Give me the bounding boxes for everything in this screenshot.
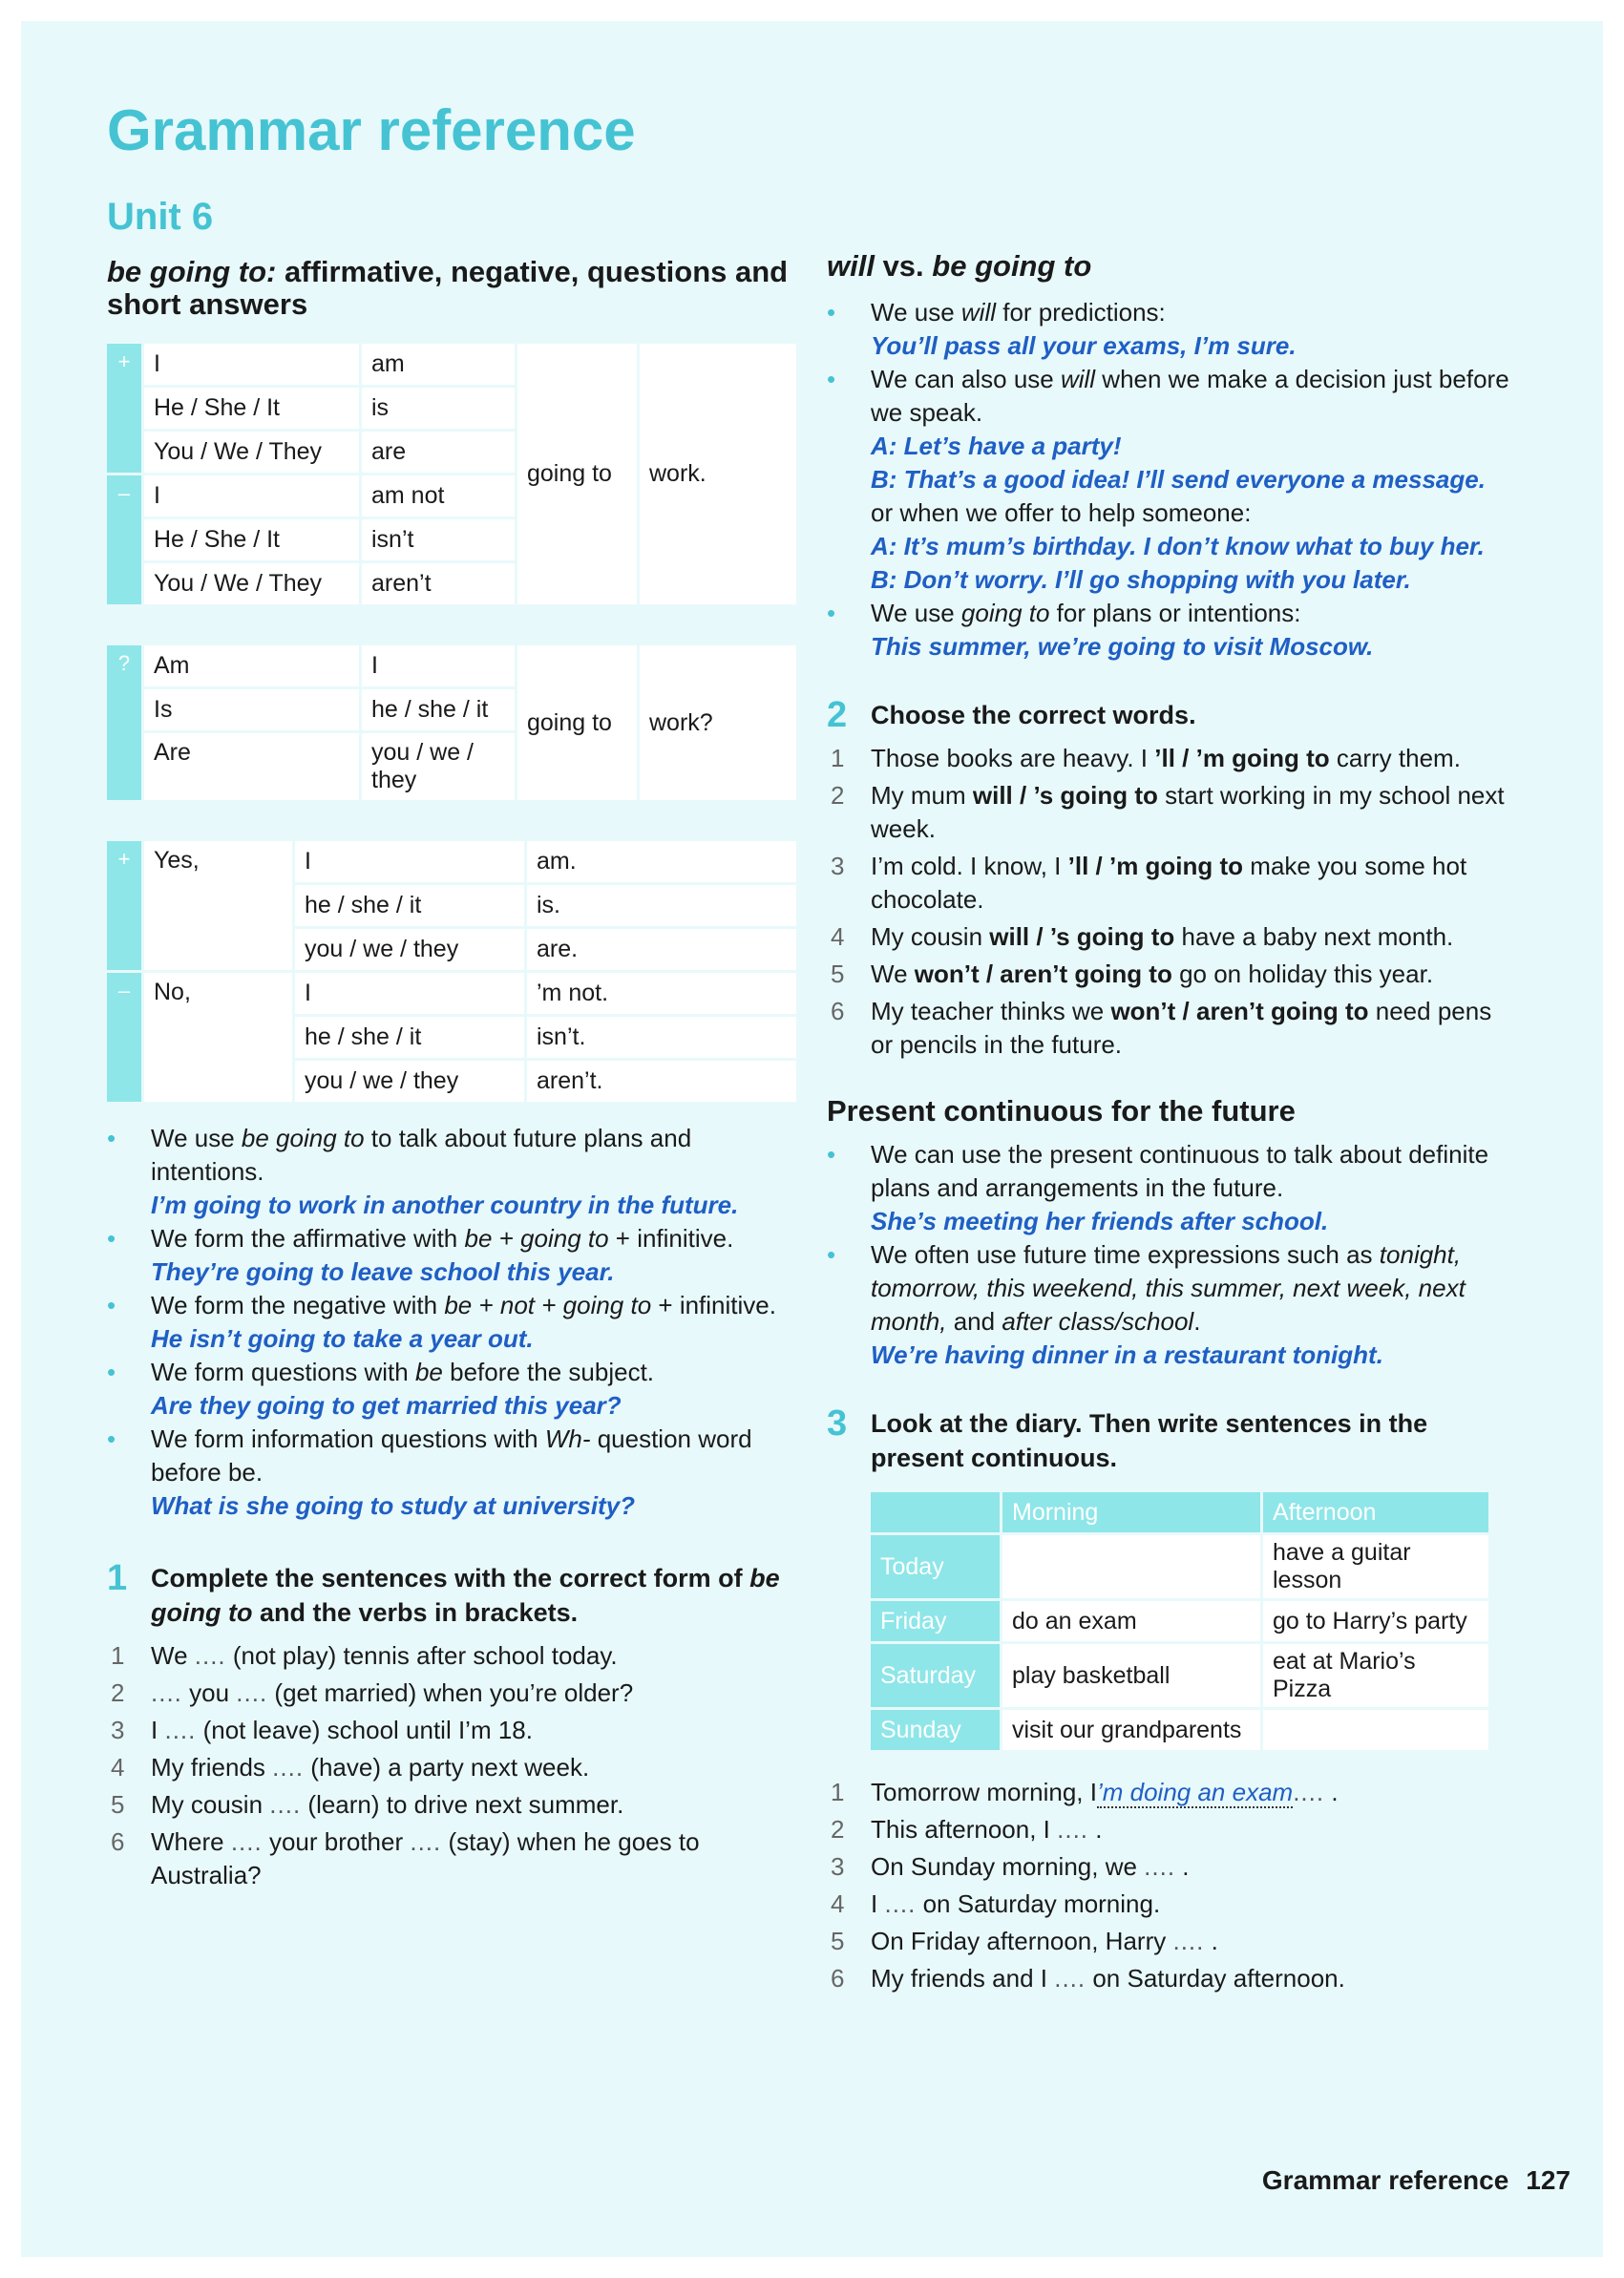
table-cell: ’m not. — [527, 973, 799, 1017]
table-cell: am. — [527, 841, 799, 885]
diary-day: Saturday — [871, 1644, 1002, 1710]
exercise-item[interactable]: 6 My friends and I .... on Saturday afternoon. — [831, 1964, 1345, 1993]
table-cell: work? — [640, 645, 799, 803]
table-cell: Is — [144, 689, 362, 733]
be-going-to-rules — [107, 1122, 799, 1523]
exercise-number: 2 — [827, 695, 848, 735]
plus-sign: + — [107, 344, 144, 475]
table-cell: isn’t — [362, 519, 517, 563]
left-column — [107, 256, 799, 1896]
table-cell: work. — [640, 344, 799, 607]
list-item: • We use be going to to talk about future plans and intentions. I’m going to work in another country in the future. — [107, 1122, 799, 1222]
diary-day: Today — [871, 1535, 1002, 1601]
list-item: • We form information questions with Wh- question word before be. What is she going to study at university? — [107, 1423, 799, 1523]
exercise-item[interactable]: 4 My cousin will / ’s going to have a baby next month. — [831, 922, 1454, 951]
table-cell: Am — [144, 645, 362, 689]
exercise-2-instruction: 2 Choose the correct words. — [827, 695, 1196, 735]
table-cell: You / We / They — [144, 563, 362, 607]
exercise-1-list — [107, 1639, 799, 1892]
list-item: • We form the negative with be + not + going to + infinitive. He isn’t going to take a year out. — [107, 1289, 799, 1356]
table-cell: visit our grandparents — [1002, 1710, 1263, 1753]
exercise-item[interactable]: 3 I .... (not leave) school until I’m 18. — [111, 1716, 533, 1744]
table-cell — [1002, 1535, 1263, 1601]
footer-label: Grammar reference — [1261, 2165, 1509, 2195]
exercise-item[interactable]: 4 I .... on Saturday morning. — [831, 1889, 1161, 1918]
table-cell: are — [362, 432, 517, 475]
table-cell: Yes, — [144, 841, 295, 973]
exercise-item[interactable]: 2 My mum will / ’s going to start working in my school next week. — [831, 781, 1505, 843]
table-cell: go to Harry’s party — [1263, 1601, 1491, 1644]
question-table — [107, 645, 799, 803]
exercise-item[interactable]: 3 On Sunday morning, we .... . — [831, 1852, 1190, 1881]
minus-sign: – — [107, 973, 144, 1105]
table-cell: No, — [144, 973, 295, 1105]
table-cell: am — [362, 344, 517, 388]
minus-sign: – — [107, 475, 144, 607]
table-cell: eat at Mario’s Pizza — [1263, 1644, 1491, 1710]
question-sign: ? — [107, 645, 144, 803]
diary-day: Friday — [871, 1601, 1002, 1644]
table-cell: aren’t. — [527, 1061, 799, 1105]
table-cell: isn’t. — [527, 1017, 799, 1061]
table-cell: he / she / it — [362, 689, 517, 733]
exercise-item[interactable]: 2 This afternoon, I .... . — [831, 1815, 1103, 1844]
table-cell: you / we / they — [362, 733, 517, 803]
affirmative-negative-table — [107, 344, 799, 607]
list-item: • We can use the present continuous to talk about definite plans and arrangements in the future. She’s meeting her friends after school. — [827, 1138, 1520, 1238]
exercise-item[interactable]: 6 Where .... your brother .... (stay) when he goes to Australia? — [111, 1827, 700, 1889]
page-footer — [1245, 2165, 1571, 2196]
table-cell — [1263, 1710, 1491, 1753]
table-cell: He / She / It — [144, 519, 362, 563]
table-cell: going to — [517, 645, 640, 803]
diary-header: Afternoon — [1263, 1492, 1491, 1535]
table-cell: aren’t — [362, 563, 517, 607]
section-heading-will-vs-going-to: will vs. be going to — [827, 249, 1092, 283]
right-column — [827, 250, 1520, 1999]
exercise-item[interactable]: 1 Those books are heavy. I ’ll / ’m going to carry them. — [831, 744, 1461, 772]
list-item: • We often use future time expressions such as tonight, tomorrow, this weekend, this summer, next week, next month, and after class/school. We’re having dinner in a restaurant tonight. — [827, 1238, 1520, 1372]
diary-header: Morning — [1002, 1492, 1263, 1535]
exercise-3-instruction: 3 Look at the diary. Then write sentences in the present continuous. — [827, 1406, 1520, 1475]
table-cell: are. — [527, 929, 799, 973]
table-cell: I — [362, 645, 517, 689]
exercise-item[interactable]: 1 Tomorrow morning, I’m doing an exam.... . — [831, 1778, 1339, 1806]
exercise-item[interactable]: 6 My teacher thinks we won’t / aren’t going to need pens or pencils in the future. — [831, 997, 1492, 1059]
present-continuous-rules — [827, 1138, 1520, 1372]
list-item: • We form questions with be before the subject. Are they going to get married this year? — [107, 1356, 799, 1423]
page-title: Grammar reference — [107, 98, 636, 162]
list-item: • We use going to for plans or intentions: This summer, we’re going to visit Moscow. — [827, 597, 1520, 664]
exercise-1-instruction: 1 Complete the sentences with the correct form of be going to and the verbs in brackets. — [107, 1561, 799, 1630]
diary-corner — [871, 1492, 1002, 1535]
exercise-item[interactable]: 3 I’m cold. I know, I ’ll / ’m going to make you some hot chocolate. — [831, 852, 1467, 914]
table-cell: Are — [144, 733, 362, 803]
exercise-item[interactable]: 5 My cousin .... (learn) to drive next summer. — [111, 1790, 624, 1819]
table-cell: do an exam — [1002, 1601, 1263, 1644]
exercise-3-list — [827, 1776, 1520, 1995]
section-heading-present-continuous: Present continuous for the future — [827, 1094, 1296, 1128]
table-cell: going to — [517, 344, 640, 607]
table-cell: he / she / it — [295, 885, 527, 929]
table-cell: you / we / they — [295, 929, 527, 973]
table-cell: You / We / They — [144, 432, 362, 475]
will-rules — [827, 296, 1520, 664]
short-answers-table — [107, 841, 799, 1105]
table-cell: I — [144, 475, 362, 519]
section-heading-be-going-to: be going to: affirmative, negative, questions and short answers — [107, 255, 789, 321]
exercise-number: 1 — [107, 1558, 128, 1598]
table-cell: have a guitar lesson — [1263, 1535, 1491, 1601]
list-item: • We use will for predictions: You’ll pass all your exams, I’m sure. — [827, 296, 1520, 363]
table-cell: I — [295, 841, 527, 885]
table-cell: he / she / it — [295, 1017, 527, 1061]
exercise-item[interactable]: 4 My friends .... (have) a party next week. — [111, 1753, 590, 1782]
exercise-2-list — [827, 742, 1520, 1062]
unit-title: Unit 6 — [107, 196, 214, 238]
table-cell: I — [144, 344, 362, 388]
diary-table — [871, 1492, 1491, 1753]
list-item: • We can also use will when we make a decision just before we speak. A: Let’s have a party! B: That’s a good idea! I’ll send everyone a message. or when we offer to help someone: A: It’s mum’s birthday. I don’t know what to buy her. B: Don’t worry. I’ll go shopping with you later. — [827, 363, 1520, 597]
exercise-item[interactable]: 5 We won’t / aren’t going to go on holiday this year. — [831, 960, 1434, 988]
exercise-number: 3 — [827, 1403, 848, 1444]
page-number: 127 — [1526, 2165, 1571, 2195]
table-cell: is. — [527, 885, 799, 929]
exercise-item[interactable]: 1 We .... (not play) tennis after school today. — [111, 1641, 618, 1670]
plus-sign: + — [107, 841, 144, 973]
table-cell: you / we / they — [295, 1061, 527, 1105]
diary-day: Sunday — [871, 1710, 1002, 1753]
table-cell: I — [295, 973, 527, 1017]
table-cell: is — [362, 388, 517, 432]
exercise-item[interactable]: 2 .... you .... (get married) when you’re older? — [111, 1678, 634, 1707]
table-cell: am not — [362, 475, 517, 519]
list-item: • We form the affirmative with be + going to + infinitive. They’re going to leave school this year. — [107, 1222, 799, 1289]
table-cell: He / She / It — [144, 388, 362, 432]
table-cell: play basketball — [1002, 1644, 1263, 1710]
exercise-item[interactable]: 5 On Friday afternoon, Harry .... . — [831, 1927, 1218, 1955]
